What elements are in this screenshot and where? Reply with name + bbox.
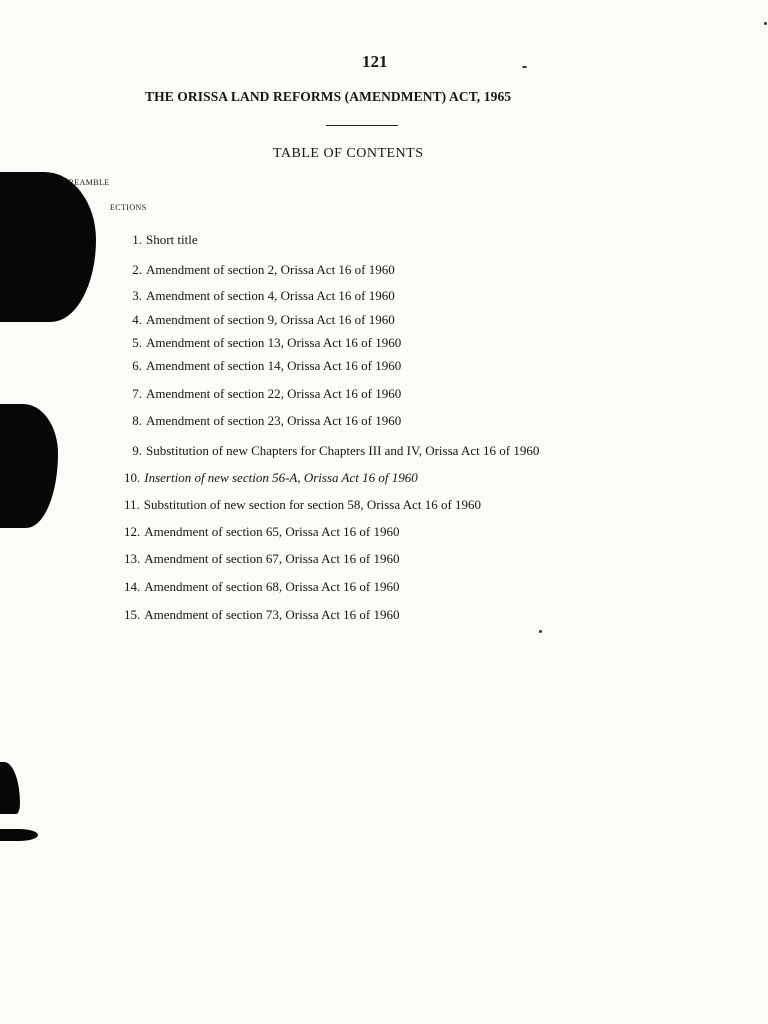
toc-item-number: 13. (124, 551, 141, 566)
toc-item (128, 443, 539, 459)
toc-item-number: 9. (132, 443, 142, 458)
toc-item-number: 2. (132, 262, 142, 277)
toc-item-text: Amendment of section 73, Orissa Act 16 of 1960 (144, 607, 400, 622)
toc-item-number: 7. (132, 386, 142, 401)
toc-item (128, 386, 401, 402)
toc-item (128, 335, 401, 351)
toc-item-text: Amendment of section 22, Orissa Act 16 of 1960 (146, 386, 402, 401)
title-rule (326, 125, 398, 126)
toc-item-text: Substitution of new section for section 58, Orissa Act 16 of 1960 (143, 497, 482, 512)
toc-item-text: Amendment of section 13, Orissa Act 16 of 1960 (146, 335, 402, 350)
toc-item-text: Insertion of new section 56-A, Orissa Act 16 of 1960 (144, 470, 418, 485)
toc-item-number: 5. (132, 335, 142, 350)
toc-item (128, 288, 395, 304)
toc-item-number: 1. (132, 232, 142, 247)
preamble-label: Preamble (62, 176, 110, 188)
toc-item (128, 262, 395, 278)
toc-item-text: Amendment of section 67, Orissa Act 16 of 1960 (144, 551, 400, 566)
toc-item-text: Amendment of section 23, Orissa Act 16 of 1960 (146, 413, 402, 428)
toc-item-number: 14. (124, 579, 141, 594)
toc-item-number: 15. (124, 607, 141, 622)
ink-blot-upper (0, 172, 96, 322)
toc-item-text: Amendment of section 14, Orissa Act 16 of 1960 (146, 358, 402, 373)
toc-item-number: 3. (132, 288, 142, 303)
speck (764, 22, 767, 25)
toc-item-number: 11. (124, 497, 140, 512)
ink-mark-left-2 (0, 829, 38, 841)
toc-item (124, 551, 400, 567)
sections-label: ections (110, 201, 147, 213)
toc-item-text: Amendment of section 9, Orissa Act 16 of 1960 (146, 312, 395, 327)
toc-item-text: Amendment of section 65, Orissa Act 16 of 1960 (144, 524, 400, 539)
page-number: 121 (362, 52, 388, 71)
toc-item (124, 470, 418, 486)
toc-item-text: Short title (146, 232, 198, 247)
speck (539, 630, 542, 633)
toc-item (124, 524, 400, 540)
toc-item (128, 232, 198, 248)
toc-item-number: 4. (132, 312, 142, 327)
toc-item (128, 312, 395, 328)
speck (522, 66, 527, 68)
toc-item-number: 8. (132, 413, 142, 428)
toc-item-text: Amendment of section 4, Orissa Act 16 of 1960 (146, 288, 395, 303)
toc-item (124, 497, 481, 513)
ink-blot-lower (0, 404, 58, 528)
toc-item-text: Amendment of section 68, Orissa Act 16 of 1960 (144, 579, 400, 594)
toc-item-number: 10. (124, 470, 141, 485)
toc-item (124, 607, 400, 623)
toc-item (128, 413, 401, 429)
act-title: THE ORISSA LAND REFORMS (AMENDMENT) ACT, 1965 (145, 89, 512, 104)
toc-item-number: 6. (132, 358, 142, 373)
toc-item (124, 579, 400, 595)
toc-item-text: Substitution of new Chapters for Chapters III and IV, Orissa Act 16 of 1960 (146, 443, 540, 458)
toc-item (128, 358, 401, 374)
toc-item-number: 12. (124, 524, 141, 539)
toc-item-text: Amendment of section 2, Orissa Act 16 of 1960 (146, 262, 395, 277)
toc-heading: TABLE OF CONTENTS (273, 146, 424, 161)
ink-mark-left-1 (0, 762, 20, 814)
